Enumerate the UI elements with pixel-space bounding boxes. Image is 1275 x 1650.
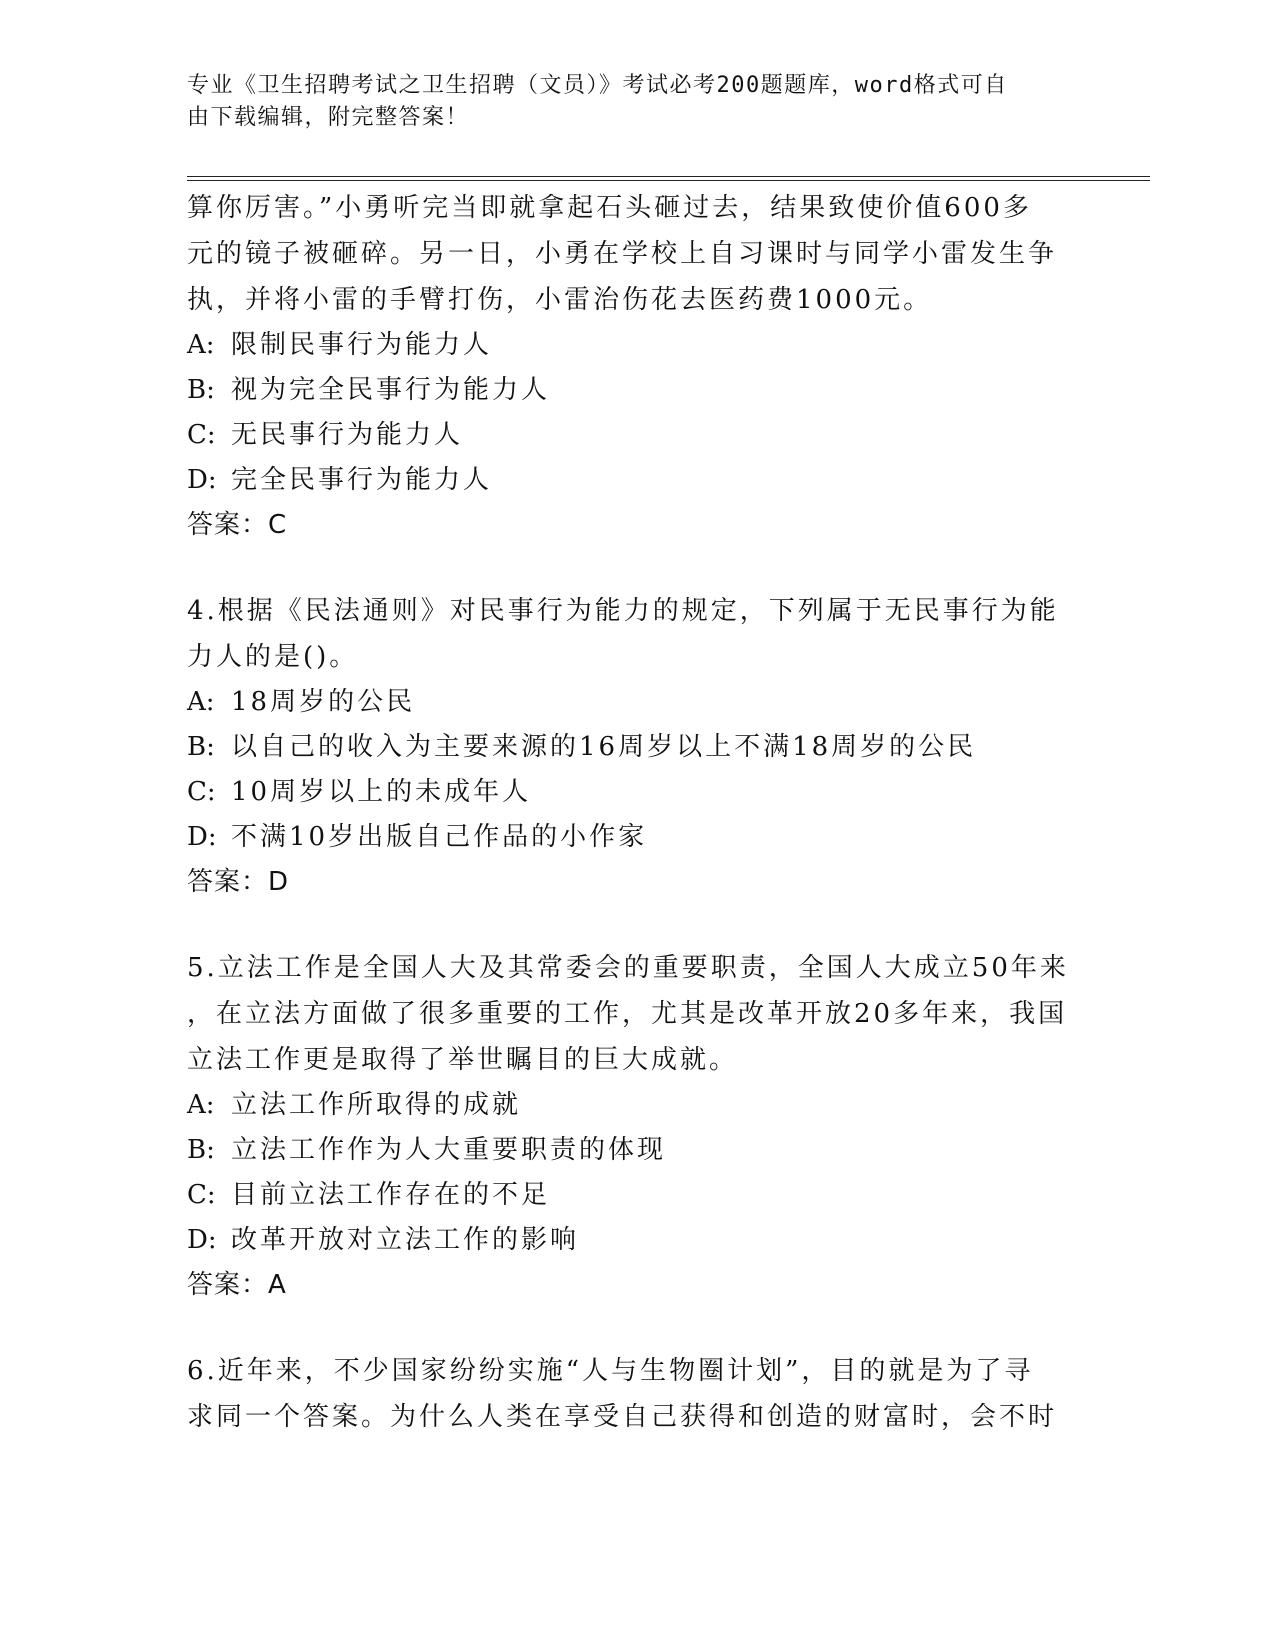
option-d: D: 改革开放对立法工作的影响: [187, 1225, 580, 1255]
option-b: B: 以自己的收入为主要来源的16周岁以上不满18周岁的公民: [187, 732, 977, 762]
question-text-line: 6.近年来，不少国家纷纷实施“人与生物圈计划”，目的就是为了寻: [187, 1356, 1034, 1386]
option-c: C: 10周岁以上的未成年人: [187, 777, 532, 807]
question-text-line: 元的镜子被砸碎。另一日，小勇在学校上自习课时与同学小雷发生争: [187, 239, 1058, 269]
option-c: C: 无民事行为能力人: [187, 420, 464, 450]
question-6: [187, 1348, 1087, 1440]
option-a: A: 限制民事行为能力人: [187, 330, 493, 360]
question-text-line: 力人的是()。: [187, 642, 359, 672]
question-text-line: ，在立法方面做了很多重要的工作，尤其是改革开放20多年来，我国: [187, 999, 1068, 1029]
answer-line: 答案：A: [187, 1270, 287, 1300]
header-divider: [187, 176, 1150, 181]
answer-line: 答案：C: [187, 510, 288, 540]
option-a: A: 立法工作所取得的成就: [187, 1090, 522, 1120]
option-d: D: 不满10岁出版自己作品的小作家: [187, 822, 648, 852]
option-a: A: 18周岁的公民: [187, 687, 416, 717]
question-text-line: 4.根据《民法通则》对民事行为能力的规定，下列属于无民事行为能: [187, 596, 1059, 626]
question-text-line: 执，并将小雷的手臂打伤，小雷治伤花去医药费1000元。: [187, 285, 933, 315]
header-line-2: 由下载编辑，附完整答案！: [187, 105, 470, 130]
question-text-line: 算你厉害。”小勇听完当即就拿起石头砸过去，结果致使价值600多: [187, 193, 1032, 223]
header-line-1: 专业《卫生招聘考试之卫生招聘（文员）》考试必考200题题库，word格式可自: [187, 73, 1008, 98]
answer-line: 答案：D: [187, 867, 290, 897]
document-header: [187, 70, 1067, 134]
question-text-line: 求同一个答案。为什么人类在享受自己获得和创造的财富时，会不时: [187, 1402, 1058, 1432]
question-4: [187, 588, 1087, 905]
page-content: [187, 185, 1087, 1440]
question-5: [187, 945, 1087, 1308]
option-d: D: 完全民事行为能力人: [187, 465, 493, 495]
option-c: C: 目前立法工作存在的不足: [187, 1180, 551, 1210]
option-b: B: 立法工作作为人大重要职责的体现: [187, 1135, 667, 1165]
question-3-continued: [187, 185, 1087, 548]
question-text-line: 5.立法工作是全国人大及其常委会的重要职责，全国人大成立50年来: [187, 953, 1069, 983]
option-b: B: 视为完全民事行为能力人: [187, 375, 551, 405]
question-text-line: 立法工作更是取得了举世瞩目的巨大成就。: [187, 1045, 739, 1075]
